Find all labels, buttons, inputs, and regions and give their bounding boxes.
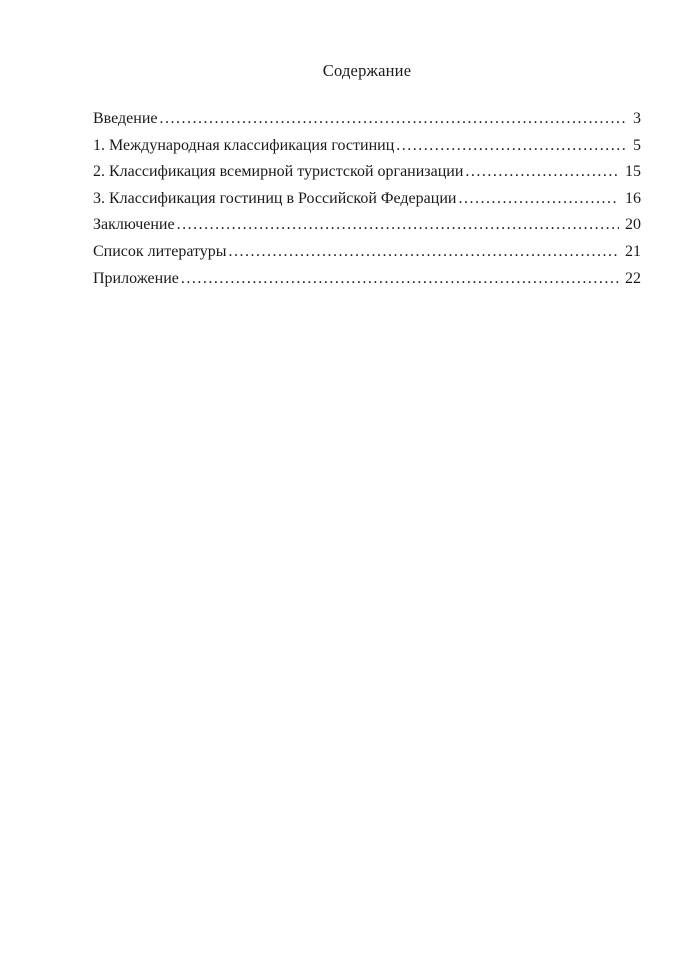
toc-entry-page: 15 [625,163,641,181]
toc-entry-label: Список литературы [93,242,227,260]
toc-entry-label: 1. Международная классификация гостиниц [93,136,395,154]
dot-leader [465,159,619,186]
toc-entry-page: 3 [633,110,641,127]
toc-entry[interactable] [93,106,641,133]
toc-entry[interactable] [93,159,641,186]
page-content [93,60,641,292]
dot-leader [458,186,619,213]
dot-leader [229,239,619,266]
toc-entry-page: 16 [625,189,641,207]
toc-entry-page: 22 [625,269,641,287]
toc-entry-page: 21 [625,242,641,260]
dot-leader [181,266,619,293]
toc-entry[interactable] [93,266,641,293]
toc-entry-label: 3. Классификация гостиниц в Российской Федерации [93,189,457,207]
toc-entry[interactable] [93,186,641,213]
toc-list [93,106,641,292]
toc-entry-page: 5 [633,136,641,154]
dot-leader [396,133,627,160]
toc-entry[interactable] [93,239,641,266]
toc-entry[interactable] [93,133,641,160]
toc-entry-label: 2. Классификация всемирной туристской организации [93,163,464,181]
toc-entry-label: Заключение [93,216,175,234]
toc-entry[interactable] [93,212,641,239]
dot-leader [160,106,628,133]
dot-leader [177,212,619,239]
toc-entry-page: 20 [625,216,641,234]
page-title: Содержание [322,61,412,80]
toc-entry-label: Приложение [93,269,179,287]
toc-entry-label: Введение [93,110,158,127]
